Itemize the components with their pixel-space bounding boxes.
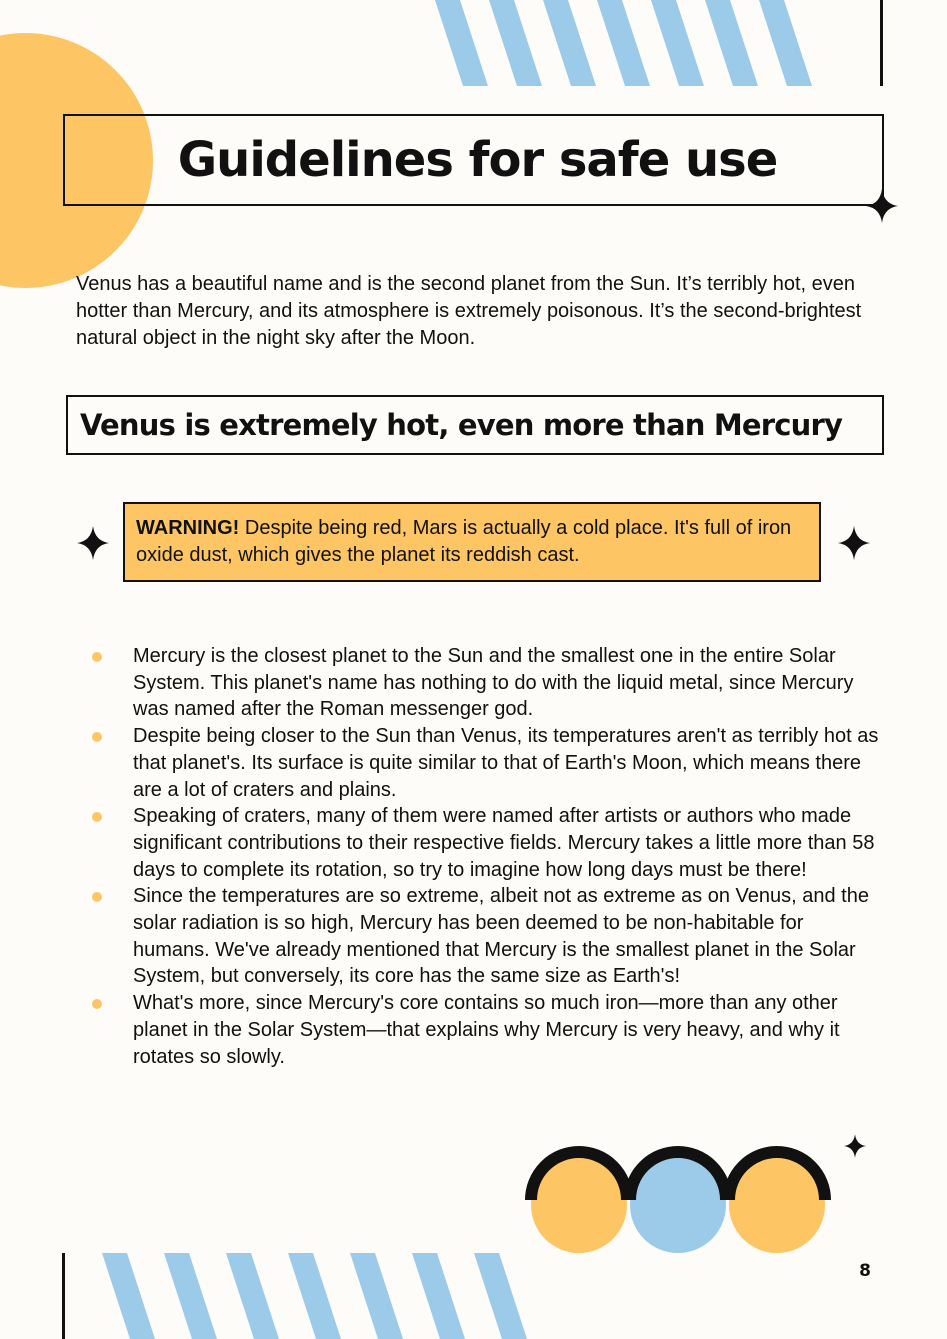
sparkle-icon xyxy=(866,189,898,223)
decorative-stripes-bottom xyxy=(80,1253,540,1339)
decorative-line-top xyxy=(880,0,883,86)
sparkle-icon xyxy=(838,526,870,560)
list-item-text: Mercury is the closest planet to the Sun and the smallest one in the entire Solar System. This planet's name has nothing to do with the liquid metal, since Mercury was named after the Roman messenger god. xyxy=(133,645,854,721)
list-item-text: Despite being closer to the Sun than Venus, its temperatures aren't as terribly hot as that planet's. Its surface is quite similar to that of Earth's Moon, which means there are a lot of craters and plains. xyxy=(133,725,879,801)
decorative-circles-arches xyxy=(523,1145,833,1255)
intro-paragraph: Venus has a beautiful name and is the second planet from the Sun. It’s terribly hot, even hotter than Mercury, and its atmosphere is extremely poisonous. It’s the second-brightest natural object in the night sky after the Moon. xyxy=(76,273,862,349)
decorative-line-bottom xyxy=(62,1253,65,1339)
bullet-dot-icon xyxy=(92,999,102,1009)
decorative-stripes-top xyxy=(420,0,860,86)
list-item xyxy=(92,990,882,1070)
warning-callout xyxy=(123,502,821,582)
list-item-text: What's more, since Mercury's core contains so much iron—more than any other planet in the Solar System—that explains why Mercury is very heavy, and why it rotates so slowly. xyxy=(133,992,840,1068)
bullet-dot-icon xyxy=(92,812,102,822)
list-item-text: Since the temperatures are so extreme, albeit not as extreme as on Venus, and the solar radiation is so high, Mercury has been deemed to be non-habitable for humans. We've already mentioned that Mercury is the smallest planet in the Solar System, but conversely, its core has the same size as Earth's! xyxy=(133,885,869,988)
list-item xyxy=(92,643,882,723)
bullet-dot-icon xyxy=(92,652,102,662)
subtitle-box xyxy=(66,395,884,455)
list-item xyxy=(92,883,882,990)
bullet-dot-icon xyxy=(92,892,102,902)
page-title: Guidelines for safe use xyxy=(177,132,778,188)
bullet-dot-icon xyxy=(92,732,102,742)
list-item xyxy=(92,723,882,803)
list-item-text: Speaking of craters, many of them were named after artists or authors who made significant contributions to their respective fields. Mercury takes a little more than 58 days to complete its rotation, so try to imagine how long days must be there! xyxy=(133,805,875,881)
bullet-list xyxy=(92,643,882,1070)
title-box xyxy=(63,114,884,206)
section-subtitle: Venus is extremely hot, even more than Mercury xyxy=(80,408,843,442)
sparkle-icon xyxy=(77,526,109,560)
warning-label: WARNING! xyxy=(136,517,240,539)
page-number: 8 xyxy=(859,1261,871,1281)
warning-text: Despite being red, Mars is actually a cold place. It's full of iron oxide dust, which gives the planet its reddish cast. xyxy=(136,517,792,566)
list-item xyxy=(92,803,882,883)
sparkle-icon xyxy=(844,1134,866,1158)
